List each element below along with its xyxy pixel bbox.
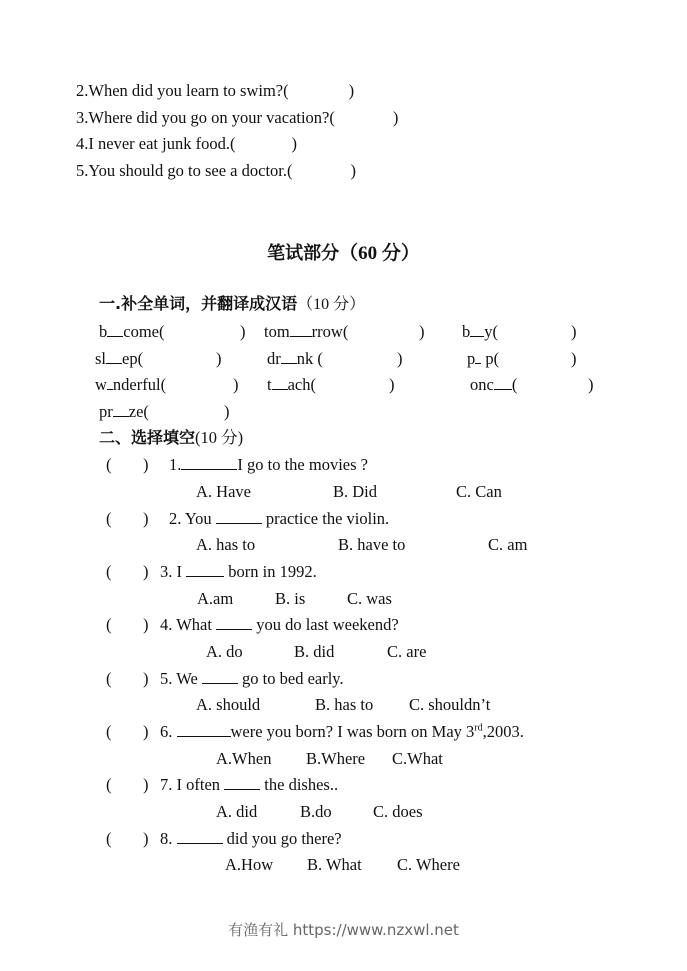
question-number: 4. What [160, 615, 212, 634]
word-prefix: b [99, 322, 108, 341]
word-suffix: y( [484, 322, 498, 341]
option-b[interactable]: B. has to [315, 695, 374, 714]
letter-blank[interactable] [290, 322, 312, 337]
ordinal-suffix: rd [474, 722, 483, 734]
question-2 [169, 509, 389, 529]
answer-paren-close: ) [143, 775, 149, 794]
listening-item-4 [76, 134, 297, 154]
item-text: Where did you go on your vacation?( [88, 108, 335, 127]
close-paren: ) [350, 161, 356, 180]
close-paren: ) [571, 349, 577, 368]
option-a[interactable]: A. do [206, 642, 243, 661]
question-text: the dishes.. [264, 775, 339, 794]
option-c[interactable]: C. does [373, 802, 423, 821]
answer-paren-close: ) [143, 722, 149, 741]
answer-paren-close: ) [143, 615, 149, 634]
word-item [99, 322, 164, 342]
answer-paren[interactable]: ( [106, 669, 112, 688]
option-c[interactable]: C. are [387, 642, 427, 661]
question-text: were you born? I was born on May 3 [230, 722, 475, 741]
close-paren: ) [571, 322, 577, 341]
heading-score: （10 分） [297, 296, 366, 313]
item-text: You should go to see a doctor.( [88, 161, 293, 180]
question-text: born in 1992. [228, 562, 317, 581]
question-6 [160, 722, 524, 742]
heading-text: 一.补全单词，并翻译成汉语 [99, 294, 298, 313]
word-prefix: b [462, 322, 471, 341]
question-4 [160, 615, 399, 635]
word-prefix: sl [95, 349, 107, 368]
option-b[interactable]: B.do [300, 802, 332, 821]
question-number: 7. I often [160, 775, 221, 794]
question-blank[interactable] [186, 562, 224, 577]
item-number: 2. [76, 81, 89, 100]
word-suffix: nderful( [112, 375, 167, 394]
letter-blank[interactable] [113, 402, 129, 417]
question-blank[interactable] [224, 775, 260, 790]
word-item [462, 322, 498, 342]
item-text: I never eat junk food.( [88, 134, 236, 153]
close-paren: ) [389, 375, 395, 394]
listening-item-2 [76, 81, 354, 101]
question-number: 3. I [160, 562, 182, 581]
option-b[interactable]: B. is [275, 589, 306, 608]
question-number: 5. We [160, 669, 198, 688]
section1-heading [99, 294, 365, 315]
letter-blank[interactable] [470, 322, 484, 337]
heading-score: (10 分) [195, 428, 244, 447]
option-a[interactable]: A.When [216, 749, 272, 768]
answer-paren-close: ) [143, 562, 149, 581]
section2-heading [99, 428, 243, 448]
answer-paren[interactable]: ( [106, 829, 112, 848]
answer-paren[interactable]: ( [106, 615, 112, 634]
question-text: go to bed early. [242, 669, 344, 688]
option-c[interactable]: C. shouldn’t [409, 695, 491, 714]
item-number: 3. [76, 108, 89, 127]
word-suffix: come( [123, 322, 165, 341]
question-blank[interactable] [216, 509, 262, 524]
question-blank[interactable] [216, 615, 252, 630]
word-suffix: ep( [122, 349, 144, 368]
option-b[interactable]: B.Where [306, 749, 366, 768]
word-item [95, 375, 166, 395]
answer-paren-close: ) [143, 829, 149, 848]
item-number: 5. [76, 161, 89, 180]
listening-item-5 [76, 161, 356, 181]
answer-paren[interactable]: ( [106, 455, 112, 474]
listening-item-3 [76, 108, 398, 128]
option-c[interactable]: C. Can [456, 482, 502, 501]
question-blank[interactable] [202, 669, 238, 684]
close-paren: ) [224, 402, 230, 421]
word-prefix: onc [470, 375, 494, 394]
question-text: I go to the movies ? [237, 455, 368, 474]
word-item [267, 349, 323, 369]
answer-paren[interactable]: ( [106, 509, 112, 528]
answer-paren-close: ) [143, 509, 149, 528]
title-text: 笔试部分 [267, 243, 340, 264]
question-text-tail: ,2003. [482, 722, 524, 741]
close-paren: ) [240, 322, 246, 341]
close-paren: ) [216, 349, 222, 368]
word-suffix: ( [511, 375, 518, 394]
word-prefix: dr [267, 349, 281, 368]
word-suffix: rrow( [311, 322, 349, 341]
close-paren: ) [397, 349, 403, 368]
word-prefix: w [95, 375, 107, 394]
option-c[interactable]: C.What [392, 749, 443, 768]
option-b[interactable]: B. Did [333, 482, 378, 501]
option-c[interactable]: C. was [347, 589, 392, 608]
word-suffix: ze( [128, 402, 149, 421]
question-5 [160, 669, 344, 689]
question-text: practice the violin. [265, 509, 390, 528]
word-item [267, 375, 316, 395]
close-paren: ) [588, 375, 594, 394]
word-item [95, 349, 143, 369]
option-b[interactable]: B. did [294, 642, 335, 661]
answer-paren-close: ) [143, 669, 149, 688]
question-text: you do last weekend? [256, 615, 399, 634]
written-section-title [0, 238, 687, 265]
option-a[interactable]: A.How [225, 855, 274, 874]
word-prefix: t [267, 375, 272, 394]
answer-paren[interactable]: ( [106, 775, 112, 794]
letter-blank[interactable] [107, 322, 123, 337]
letter-blank[interactable] [494, 375, 512, 390]
question-number: 2. You [169, 509, 212, 528]
question-number: 6. [160, 722, 173, 741]
question-8 [160, 829, 342, 849]
title-score: （60 分） [339, 243, 420, 264]
item-number: 4. [76, 134, 89, 153]
word-prefix: pr [99, 402, 113, 421]
option-c[interactable]: C. am [488, 535, 528, 554]
option-a[interactable]: A. should [196, 695, 261, 714]
word-suffix: nk ( [296, 349, 323, 368]
letter-blank[interactable] [106, 349, 122, 364]
question-blank[interactable] [177, 829, 223, 844]
option-c[interactable]: C. Where [397, 855, 460, 874]
letter-blank[interactable] [281, 349, 297, 364]
answer-paren[interactable]: ( [106, 722, 112, 741]
option-a[interactable]: A. Have [196, 482, 251, 501]
option-a[interactable]: A.am [197, 589, 234, 608]
word-prefix: p [467, 349, 476, 368]
word-item [264, 322, 348, 342]
item-text: When did you learn to swim?( [88, 81, 289, 100]
option-a[interactable]: A. has to [196, 535, 256, 554]
close-paren: ) [291, 134, 297, 153]
word-item [467, 349, 499, 369]
question-3 [160, 562, 317, 582]
question-1 [169, 455, 368, 475]
question-7 [160, 775, 338, 795]
heading-text: 二、选择填空 [99, 428, 196, 447]
question-blank[interactable] [177, 722, 231, 737]
question-text: did you go there? [226, 829, 342, 848]
close-paren: ) [233, 375, 239, 394]
close-paren: ) [348, 81, 355, 100]
word-item [470, 375, 517, 395]
question-blank[interactable] [181, 455, 237, 470]
word-prefix: tom [264, 322, 290, 341]
answer-paren-close: ) [143, 455, 149, 474]
letter-blank[interactable] [272, 375, 288, 390]
question-number: 8. [160, 829, 173, 848]
word-item [99, 402, 149, 422]
option-a[interactable]: A. did [216, 802, 258, 821]
answer-paren[interactable]: ( [106, 562, 112, 581]
question-number: 1. [169, 455, 182, 474]
option-b[interactable]: B. have to [338, 535, 406, 554]
word-suffix: p( [481, 349, 500, 368]
option-b[interactable]: B. What [307, 855, 362, 874]
close-paren: ) [392, 108, 399, 127]
close-paren: ) [419, 322, 425, 341]
footer-watermark: 有渔有礼 https://www.nzxwl.net [228, 921, 459, 939]
word-suffix: ach( [287, 375, 316, 394]
